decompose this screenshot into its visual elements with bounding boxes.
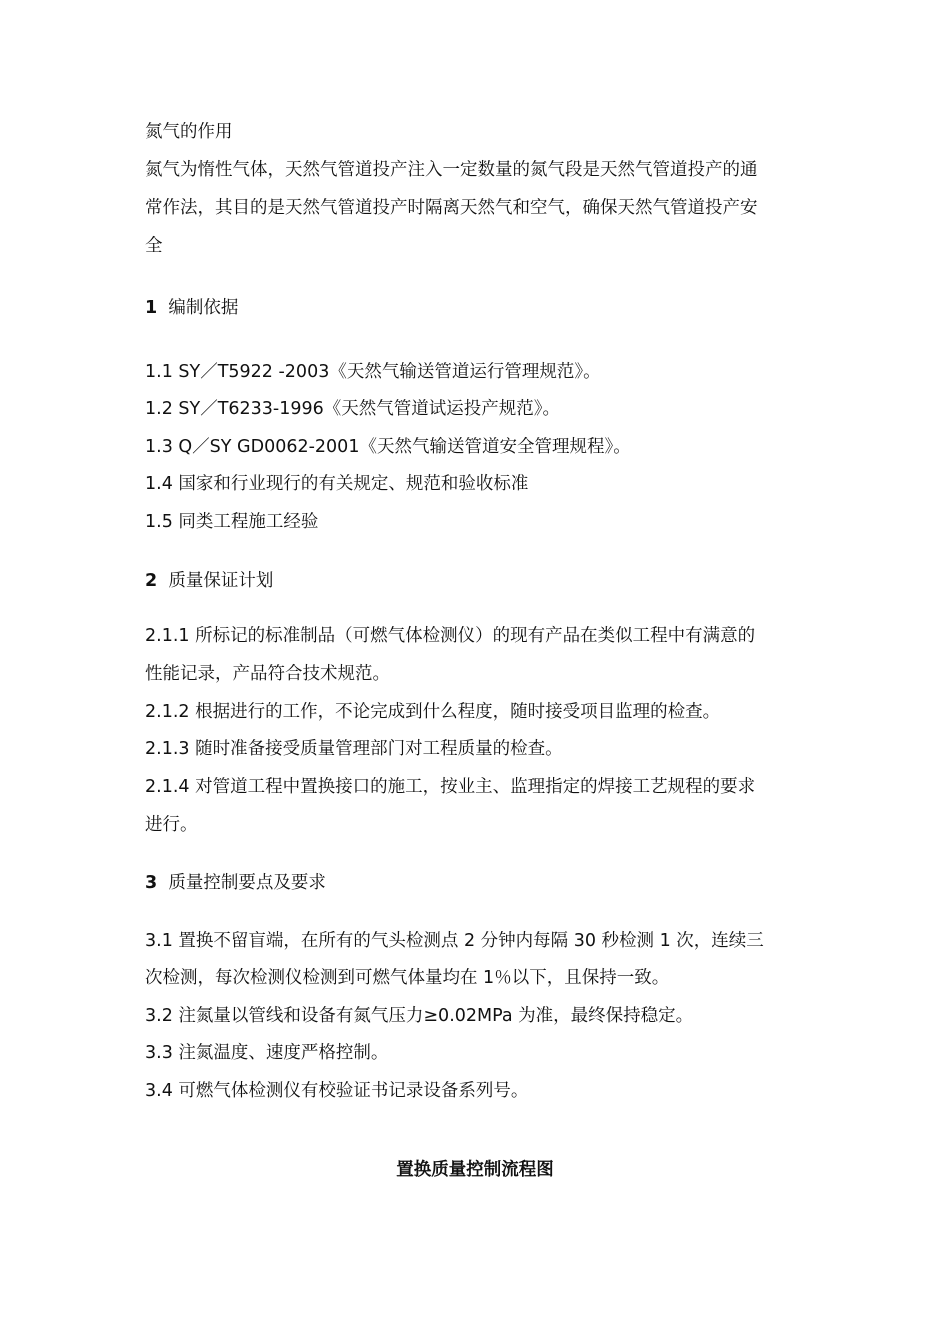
- section-3-line: 3.4 可燃气体检测仪有校验证书记录设备系列号。: [145, 1081, 529, 1101]
- section-1-item: 1.1 SY／T5922 -2003《天然气输送管道运行管理规范》。: [145, 362, 601, 382]
- section-3-line: 3.1 置换不留盲端，在所有的气头检测点 2 分钟内每隔 30 秒检测 1 次，连续三: [145, 931, 764, 951]
- section-3-line: 次检测，每次检测仪检测到可燃气体量均在 1％以下，且保持一致。: [145, 968, 670, 988]
- section-2-line: 性能记录，产品符合技术规范。: [145, 664, 390, 684]
- intro-line: 氮气为惰性气体，天然气管道投产注入一定数量的氮气段是天然气管道投产的通: [145, 160, 758, 180]
- section-1-title: 编制依据: [168, 298, 239, 318]
- section-2-title: 质量保证计划: [168, 571, 274, 591]
- section-1-heading: [145, 297, 238, 319]
- intro-line: 常作法，其目的是天然气管道投产时隔离天然气和空气，确保天然气管道投产安: [145, 198, 758, 218]
- section-2-line: 2.1.2 根据进行的工作，不论完成到什么程度，随时接受项目监理的检查。: [145, 702, 721, 722]
- section-2-line: 2.1.3 随时准备接受质量管理部门对工程质量的检查。: [145, 739, 563, 759]
- section-1-item: 1.5 同类工程施工经验: [145, 512, 319, 532]
- section-2-line: 2.1.4 对管道工程中置换接口的施工，按业主、监理指定的焊接工艺规程的要求: [145, 777, 756, 797]
- figure-title: 置换质量控制流程图: [396, 1160, 554, 1180]
- section-3-line: 3.2 注氮量以管线和设备有氮气压力≥0.02MPa 为准，最终保持稳定。: [145, 1006, 694, 1026]
- section-2-line: 2.1.1 所标记的标准制品（可燃气体检测仪）的现有产品在类似工程中有满意的: [145, 626, 756, 646]
- intro-heading: 氮气的作用: [145, 122, 233, 142]
- section-1-item: 1.3 Q／SY GD0062-2001《天然气输送管道安全管理规程》。: [145, 437, 631, 457]
- section-3-number: 3: [145, 873, 158, 893]
- section-2-number: 2: [145, 571, 158, 591]
- section-2-line: 进行。: [145, 815, 198, 835]
- intro-line: 全: [145, 236, 163, 256]
- section-3-line: 3.3 注氮温度、速度严格控制。: [145, 1043, 389, 1063]
- section-1-item: 1.4 国家和行业现行的有关规定、规范和验收标准: [145, 474, 529, 494]
- section-3-heading: [145, 872, 326, 894]
- section-1-item: 1.2 SY／T6233-1996《天然气管道试运投产规范》。: [145, 399, 561, 419]
- section-3-title: 质量控制要点及要求: [168, 873, 326, 893]
- section-2-heading: [145, 570, 273, 592]
- section-1-number: 1: [145, 298, 158, 318]
